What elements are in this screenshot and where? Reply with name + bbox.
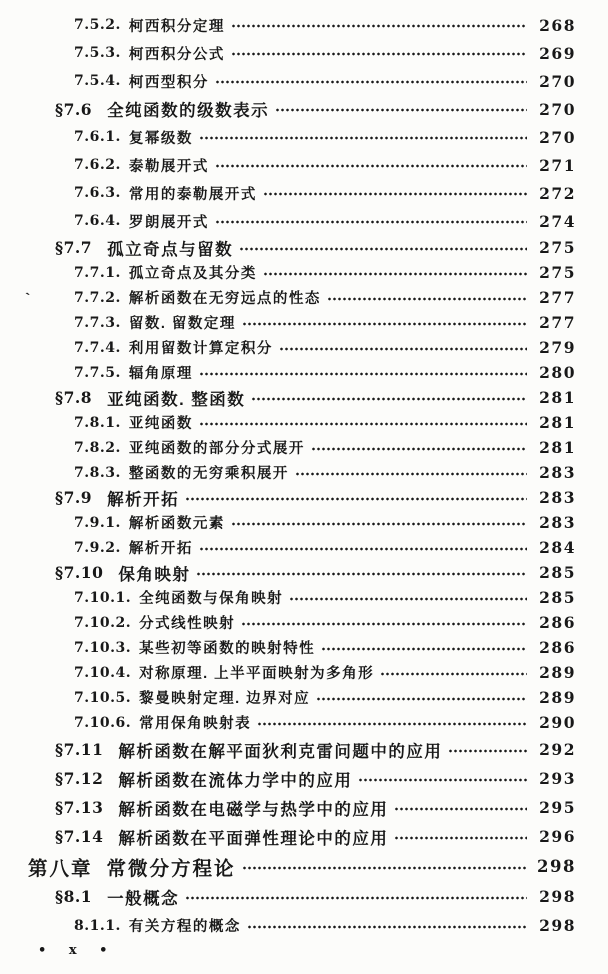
toc-entry-page: 283 xyxy=(539,488,576,507)
toc-entry xyxy=(0,95,608,123)
toc-entry-label: 7.7.5. xyxy=(74,364,121,381)
toc-entry-title: 一般概念 xyxy=(107,889,180,908)
toc-entry-page: 271 xyxy=(539,155,576,175)
toc-entry-title: 解析函数在解平面狄利克雷问题中的应用 xyxy=(118,742,443,761)
toc-entry xyxy=(0,851,608,882)
toc-entry-label: 7.6.2. xyxy=(74,157,121,173)
toc-entry xyxy=(0,460,608,485)
toc-entry xyxy=(0,235,608,260)
dot-leader xyxy=(199,547,527,551)
toc-entry xyxy=(0,585,608,610)
toc-entry-page: 295 xyxy=(539,798,576,817)
dot-leader xyxy=(199,422,527,426)
toc-entry-label: 7.10.1. xyxy=(74,589,132,606)
toc-entry-page: 269 xyxy=(539,43,576,63)
toc-entry-label: 7.7.3. xyxy=(74,314,121,331)
toc-entry-label: 7.6.4. xyxy=(74,213,121,229)
toc-entry-label: 7.7.4. xyxy=(74,339,121,356)
toc-entry-page: 289 xyxy=(539,663,576,682)
toc-entry xyxy=(0,435,608,460)
toc-entry-title: 柯西型积分 xyxy=(128,74,209,91)
toc-entry-page: 298 xyxy=(539,887,576,906)
dot-leader xyxy=(231,52,527,56)
toc-entry-page: 277 xyxy=(539,288,576,307)
toc-entry-title: 全纯函数的级数表示 xyxy=(107,102,270,120)
toc-entry-title: 罗朗展开式 xyxy=(128,214,209,231)
toc-entry xyxy=(0,911,608,940)
toc-entry-title: 解析函数在电磁学与热学中的应用 xyxy=(118,800,389,819)
dot-leader xyxy=(242,322,527,326)
toc-entry-title: 对称原理. 上半平面映射为多角形 xyxy=(139,666,375,682)
toc-entry xyxy=(0,123,608,151)
dot-leader xyxy=(239,247,527,251)
toc-entry-title: 亚纯函数的部分分式展开 xyxy=(128,441,305,457)
toc-entry-page: 281 xyxy=(539,438,576,457)
toc-entry xyxy=(0,560,608,585)
toc-entry-title: 分式线性映射 xyxy=(139,616,236,632)
toc-entry-title: 解析函数在流体力学中的应用 xyxy=(118,771,353,790)
toc-entry-page: 296 xyxy=(539,827,576,846)
toc-entry-page: 281 xyxy=(539,388,576,407)
toc-entry xyxy=(0,610,608,635)
toc-entry xyxy=(0,410,608,435)
toc-entry-page: 274 xyxy=(539,211,576,231)
toc-entry xyxy=(0,882,608,911)
toc-entry xyxy=(0,335,608,360)
toc-entry-label: §7.13 xyxy=(55,798,104,817)
toc-entry-label: 7.9.1. xyxy=(74,514,121,531)
toc-entry xyxy=(0,207,608,235)
toc-entry-title: 辐角原理 xyxy=(128,366,193,382)
toc-entry xyxy=(0,535,608,560)
toc-entry-label: 7.6.1. xyxy=(74,129,121,145)
dot-leader xyxy=(215,164,527,168)
toc-entry-title: 解析函数在平面弹性理论中的应用 xyxy=(118,829,389,848)
dot-leader xyxy=(289,597,527,601)
toc-entry xyxy=(0,260,608,285)
toc-entry-title: 解析函数在无穷远点的性态 xyxy=(128,291,321,307)
scan-artifact-mark: ` xyxy=(24,289,32,307)
toc-entry-title: 常用的泰勒展开式 xyxy=(128,186,257,203)
dot-leader xyxy=(185,497,527,501)
dot-leader xyxy=(215,220,527,224)
toc-entry-page: 275 xyxy=(539,238,576,257)
toc-entry-label: 7.9.2. xyxy=(74,539,121,556)
toc-entry-page: 284 xyxy=(539,538,576,557)
toc-entry-label: 7.10.4. xyxy=(74,664,132,681)
toc-entry-title: 解析开拓 xyxy=(107,490,180,509)
dot-leader xyxy=(311,447,527,451)
toc-entry-label: §7.11 xyxy=(55,740,104,759)
dot-leader xyxy=(231,522,527,526)
dot-leader xyxy=(316,697,527,701)
dot-leader xyxy=(251,397,527,401)
dot-leader xyxy=(394,836,527,840)
toc-entry-page: 279 xyxy=(539,338,576,357)
toc-entry-page: 293 xyxy=(539,769,576,788)
toc-entry-title: 泰勒展开式 xyxy=(128,158,209,175)
toc-entry-page: 285 xyxy=(539,563,576,582)
toc-entry-label: 7.5.3. xyxy=(74,45,121,61)
dot-leader xyxy=(295,472,527,476)
toc-entry xyxy=(0,151,608,179)
toc-entry-page: 280 xyxy=(539,363,576,382)
toc-entry xyxy=(0,660,608,685)
toc-entry-title: 孤立奇点及其分类 xyxy=(128,266,257,282)
toc-entry-page: 298 xyxy=(537,857,576,876)
toc-entry-page: 283 xyxy=(539,513,576,532)
dot-leader xyxy=(275,108,527,112)
toc-entry-title: 亚纯函数. 整函数 xyxy=(107,390,246,409)
toc-entry-label: §7.10 xyxy=(55,563,104,582)
toc-entry xyxy=(0,485,608,510)
toc-entry-label: §7.9 xyxy=(55,488,93,507)
dot-leader xyxy=(321,647,527,651)
dot-leader xyxy=(185,896,527,900)
toc-entry-label: 7.8.3. xyxy=(74,464,121,481)
toc-entry-page: 270 xyxy=(539,127,576,147)
dot-leader xyxy=(394,807,527,811)
toc-entry-title: 利用留数计算定积分 xyxy=(128,341,273,357)
toc-entry xyxy=(0,385,608,410)
dot-leader xyxy=(196,572,527,576)
toc-entry-title: 整函数的无穷乘积展开 xyxy=(128,466,289,482)
toc-entry-title: 复幂级数 xyxy=(128,130,193,147)
toc-entry-label: 7.5.2. xyxy=(74,17,121,33)
toc-entry xyxy=(0,179,608,207)
dot-leader xyxy=(279,347,527,351)
toc-entry-label: §7.6 xyxy=(55,99,93,119)
toc-entry xyxy=(0,310,608,335)
dot-leader xyxy=(257,722,527,726)
page-number-footer: • x • xyxy=(38,943,117,958)
toc-entry xyxy=(0,685,608,710)
toc-entry-page: 277 xyxy=(539,313,576,332)
toc-entry-page: 298 xyxy=(539,916,576,935)
toc-entry-label: 7.10.6. xyxy=(74,714,132,731)
toc-entry-page: 268 xyxy=(539,15,576,35)
toc-entry xyxy=(0,11,608,39)
toc-entry-title: 留数. 留数定理 xyxy=(128,316,236,332)
toc-entry-page: 285 xyxy=(539,588,576,607)
toc-entry-label: §8.1 xyxy=(55,887,93,906)
toc-entry xyxy=(0,360,608,385)
toc-entry-page: 286 xyxy=(539,638,576,657)
toc-entry-page: 286 xyxy=(539,613,576,632)
toc-entry-label: 7.7.2. xyxy=(74,289,121,306)
dot-leader xyxy=(231,24,527,28)
toc-entry-title: 柯西积分公式 xyxy=(128,46,225,63)
toc-entry xyxy=(0,510,608,535)
toc-entry xyxy=(0,735,608,764)
toc-entry-title: 柯西积分定理 xyxy=(128,18,225,35)
toc-entry-title: 全纯函数与保角映射 xyxy=(139,591,284,607)
toc-entry-label: 7.8.1. xyxy=(74,414,121,431)
toc-entry-title: 解析函数元素 xyxy=(128,516,225,532)
toc-entry-page: 270 xyxy=(539,99,576,119)
table-of-contents xyxy=(0,11,608,940)
toc-entry-title: 亚纯函数 xyxy=(128,416,193,432)
dot-leader xyxy=(199,372,527,376)
toc-entry-title: 有关方程的概念 xyxy=(128,919,241,935)
toc-entry-label: 7.7.1. xyxy=(74,264,121,281)
toc-entry-title: 解析开拓 xyxy=(128,541,193,557)
toc-entry-page: 270 xyxy=(539,71,576,91)
toc-entry xyxy=(0,764,608,793)
toc-entry xyxy=(0,67,608,95)
toc-entry-label: 7.6.3. xyxy=(74,185,121,201)
dot-leader xyxy=(327,297,527,301)
toc-entry-page: 281 xyxy=(539,413,576,432)
toc-entry-title: 常微分方程论 xyxy=(106,857,236,880)
toc-entry-label: 7.10.2. xyxy=(74,614,132,631)
dot-leader xyxy=(199,136,527,140)
toc-entry xyxy=(0,793,608,822)
dot-leader xyxy=(247,925,527,929)
dot-leader xyxy=(241,622,527,626)
toc-entry-title: 保角映射 xyxy=(118,565,191,584)
dot-leader xyxy=(358,778,527,782)
toc-entry-label: 7.10.5. xyxy=(74,689,132,706)
dot-leader xyxy=(380,672,527,676)
toc-entry-title: 孤立奇点与留数 xyxy=(107,240,234,259)
dot-leader xyxy=(215,80,527,84)
toc-entry-label: 7.8.2. xyxy=(74,439,121,456)
toc-entry-page: 283 xyxy=(539,463,576,482)
toc-entry xyxy=(0,822,608,851)
toc-entry-label: §7.7 xyxy=(55,238,93,257)
toc-entry-title: 某些初等函数的映射特性 xyxy=(139,641,316,657)
toc-entry-page: 275 xyxy=(539,263,576,282)
toc-entry-label: 7.5.4. xyxy=(74,73,121,89)
toc-entry xyxy=(0,285,608,310)
toc-entry-page: 290 xyxy=(539,713,576,732)
toc-entry-label: 7.10.3. xyxy=(74,639,132,656)
toc-entry xyxy=(0,710,608,735)
toc-entry-label: §7.8 xyxy=(55,388,93,407)
toc-entry-title: 常用保角映射表 xyxy=(139,716,252,732)
toc-entry xyxy=(0,635,608,660)
dot-leader xyxy=(242,866,527,870)
toc-entry xyxy=(0,39,608,67)
toc-entry-label: §7.14 xyxy=(55,827,104,846)
dot-leader xyxy=(263,192,527,196)
toc-entry-label: §7.12 xyxy=(55,769,104,788)
toc-entry-label: 8.1.1. xyxy=(74,917,121,934)
toc-entry-title: 黎曼映射定理. 边界对应 xyxy=(139,691,311,707)
toc-entry-label: 第八章 xyxy=(28,857,93,880)
dot-leader xyxy=(263,272,527,276)
dot-leader xyxy=(448,749,527,753)
toc-entry-page: 272 xyxy=(539,183,576,203)
toc-entry-page: 292 xyxy=(539,740,576,759)
toc-entry-page: 289 xyxy=(539,688,576,707)
